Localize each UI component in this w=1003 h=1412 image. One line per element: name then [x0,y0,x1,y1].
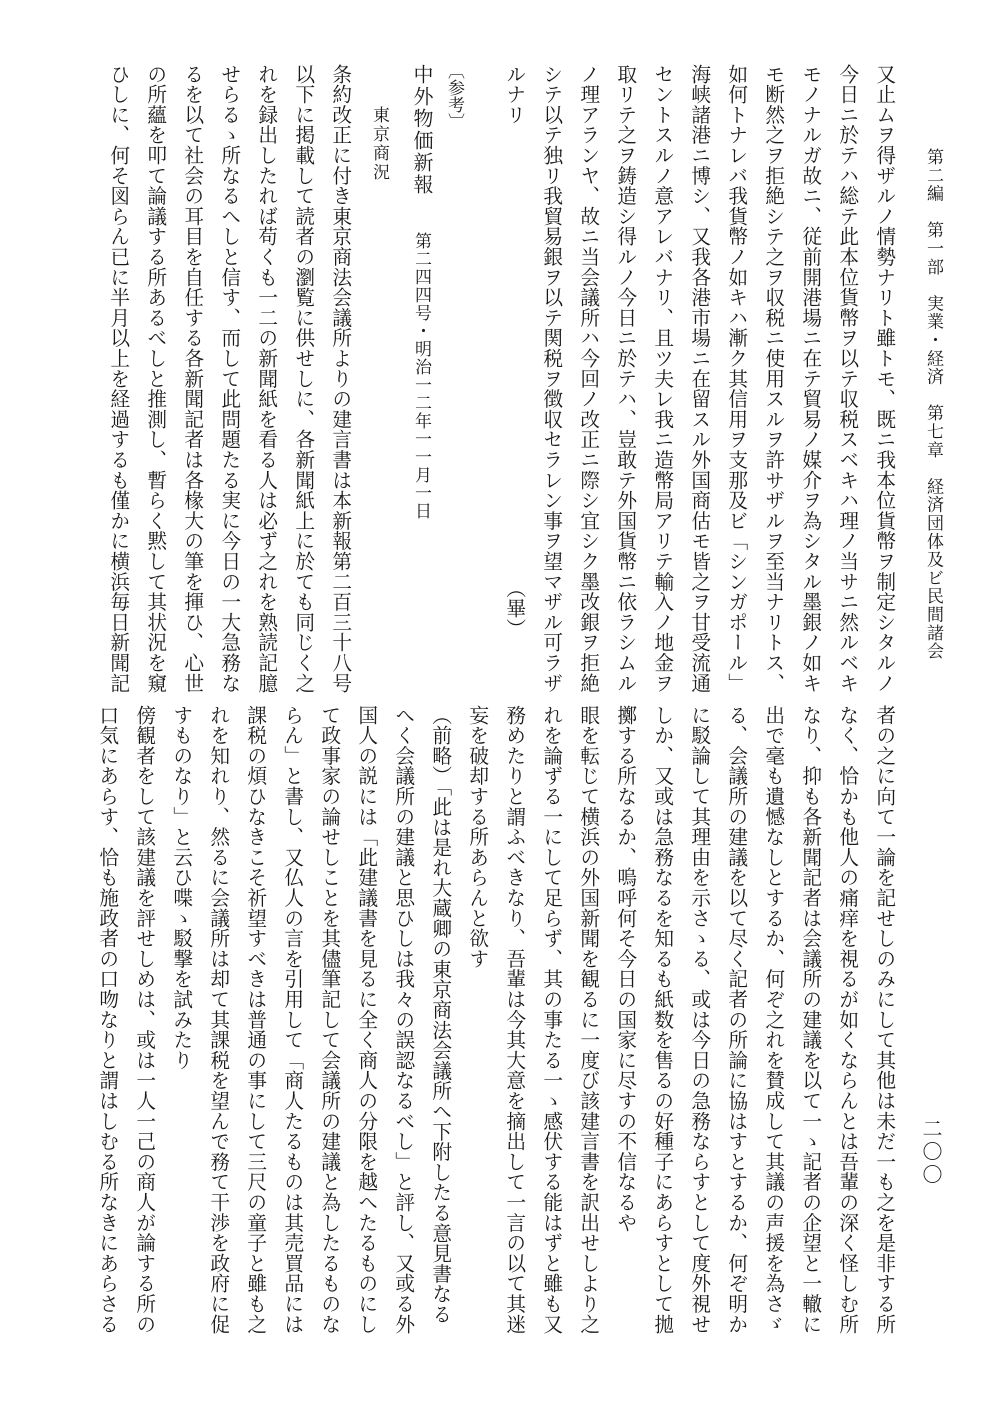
text-line: らん」と書し、又仏人の言を引用して「商人たるものは其売買品には [280,705,304,1335]
text-line: しか、又或は急務なるを知るも紙数を售るの好種子にあらすとして拋 [650,705,674,1335]
text-line: 如何トナレバ我貨幣ノ如キハ漸ク其信用ヲ支那及ビ「シンガポール」 [724,64,748,694]
text-line: 今日ニ於テハ総テ此本位貨幣ヲ以テ収税スベキハ理ノ当サニ然ルベキ [835,64,859,694]
text-line: セントスルノ意アレバナリ、且ツ夫レ我ニ造幣局アリテ輸入ノ地金ヲ [650,64,674,694]
text-line: 又止ムヲ得ザルノ情勢ナリト雖トモ、既ニ我本位貨幣ヲ制定シタルノ [872,64,896,694]
text-line: シテ以テ独リ我貿易銀ヲ以テ関税ヲ徴収セラレン事ヲ望マザル可ラザ [539,64,563,694]
text-line: せらるゝ所なるへしと信す、而して此問題たる実に今日の一大急務な [217,64,241,694]
text-line: モ断然之ヲ拒絶シテ之ヲ収税ニ使用スルヲ許サザルヲ至当ナリトス、 [761,64,785,694]
text-line: モノナルガ故ニ、従前開港場ニ在テ貿易ノ媒介ヲ為シタル墨銀ノ如キ [798,64,822,694]
text-line: 口気にあらす、恰も施政者の口吻なりと謂はしむる所なきにあらさる [95,705,119,1335]
text-line: へく会議所の建議と思ひしは我々の誤認なるべし」と評し、又或る外 [391,705,415,1335]
text-line: 妄を破却する所あらんと欲す [465,705,489,969]
text-line: て政事家の論せしことを其儘筆記して会議所の建議と為したるものな [317,705,341,1335]
text-line: 者の之に向て一論を記せしのみにして其他は未だ一も之を是非する所 [872,705,896,1335]
text-line: ひしに、何そ図らん已に半月以上を経過するも僅かに横浜毎日新聞記 [106,64,130,694]
text-line: れを知れり、然るに会議所は却て其課税を望んで務て干渉を政府に促 [206,705,230,1335]
text-line: 国人の説には「此建議書を見るに全く商人の分限を越へたるものにし [354,705,378,1335]
text-line: の所蘊を叩て論議する所あるべしと推測し、暫らく黙して其状況を窺 [143,64,167,694]
text-line: 眼を転じて横浜の外国新聞を観るに一度び該建言書を訳出せしより之 [576,705,600,1335]
text-line: ノ理アランヤ、故ニ当会議所ハ今回ノ改正ニ際シ宜シク墨改銀ヲ拒絶 [576,64,600,694]
text-line: すものなり」と云ひ喋ゝ駁撃を試みたり [169,705,193,1071]
text-line: れを論ずる一にして足らず、其の事たる一ゝ感伏する能はずと雖も又 [539,705,563,1335]
reference-label: 〔参考〕 [444,62,464,130]
text-line: に駁論して其理由を示さゝる、或は今日の急務ならすとして度外視せ [687,705,711,1335]
text-line: なく、恰かも他人の痛痒を視るが如くならんとは吾輩の深く怪しむ所 [835,705,859,1335]
page-number: 二〇〇 [919,1118,943,1187]
text-line: 取リテ之ヲ鋳造シ得ルノ今日ニ於テハ、豈敢テ外国貨幣ニ依ラシムル [613,64,637,694]
text-line: 擲する所なるか、嗚呼何そ今日の国家に尽すの不信なるや [613,705,637,1233]
text-line: （前略）「此は是れ大蔵卿の東京商法会議所へ下附したる意見書なる [428,705,452,1325]
text-line: るを以て社会の耳目を自任する各新聞記者は各椽大の筆を揮ひ、心世 [180,64,204,694]
text-line: 務めたりと謂ふべきなり、吾輩は今其大意を摘出して一言の以て其迷 [502,705,526,1335]
text-line: 傍観者をして該建議を評せしめは、或は一人一己の商人が論する所の [132,705,156,1335]
text-line: れを録出したれば苟くも一二の新聞紙を看る人は必ず之れを熟読記臆 [254,64,278,694]
text-line: 海峡諸港ニ博シ、又我各港市場ニ在留スル外国商估モ皆之ヲ甘受流通 [687,64,711,694]
issue-line: 第二四四号・明治一二年一一月一日 [411,232,431,520]
article-title: 中外物価新報 [410,64,434,196]
running-head: 第二編 第一部 実業・経済 第七章 経済団体及ビ民間諸会 [923,148,943,661]
text-line: 以下に掲載して読者の瀏覧に供せしに、各新聞紙上に於ても同じく之 [291,64,315,694]
subtitle: 東京商況 [369,106,389,182]
text-line: なり、抑も各新聞記者は会議所の建議を以て一ゝ記者の企望と一轍に [798,705,822,1335]
text-line: 出で毫も遺憾なしとするか、何ぞ之れを賛成して其議の声援を為さゞ [761,705,785,1335]
text-line: 条約改正に付き東京商法会議所よりの建言書は本新報第二百三十八号 [328,64,352,694]
text-line: 課税の煩ひなきこそ祈望すべきは普通の事にして三尺の童子と雖も之 [243,705,267,1335]
end-mark: （畢） [502,578,526,639]
text-line: ルナリ [502,64,526,125]
text-line: る、会議所の建議を以て尽く記者の所論に協はすとするか、何ぞ明か [724,705,748,1335]
